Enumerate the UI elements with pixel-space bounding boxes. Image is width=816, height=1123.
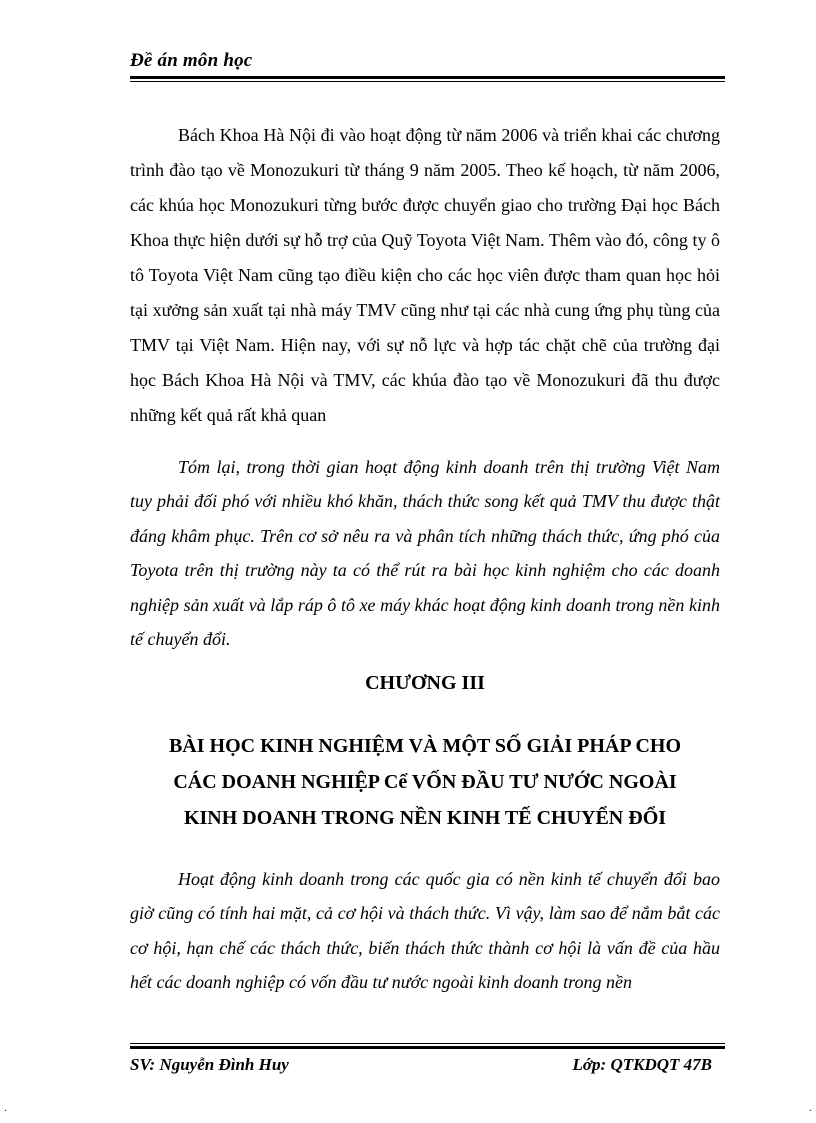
chapter-label: CHƯƠNG III — [365, 672, 485, 694]
footer-student-name: SV: Nguyễn Đình Huy — [130, 1055, 289, 1074]
paragraph-monozukuri: Bách Khoa Hà Nội đi vào hoạt động từ năm 2006 và triển khai các chương trình đào tạo về Monozukuri từ tháng 9 năm 2005. Theo kế hoạch, từ năm 2006, các khúa học Monozukuri từng bước được chuyển giao cho trường Đại học Bách Khoa thực hiện dưới sự hỗ trợ của Quỹ Toyota Việt Nam. Thêm vào đó, công ty ô tô Toyota Việt Nam cũng tạo điều kiện cho các học viên được tham quan học hỏi tại xưởng sản xuất tại nhà máy TMV cũng như tại các nhà cung ứng phụ tùng của TMV tại Việt Nam. Hiện nay, với sự nỗ lực và hợp tác chặt chẽ của trường đại học Bách Khoa Hà Nội và TMV, các khúa đào tạo về Monozukuri đã thu được những kết quả rất khả quan — [130, 125, 720, 425]
page-header-title: Đề án môn học — [130, 50, 253, 71]
paragraph-intro-chapter-3: Hoạt động kinh doanh trong các quốc gia có nền kinh tế chuyển đổi bao giờ cũng có tính hai mặt, cả cơ hội và thách thức. Vì vậy, làm sao để nắm bắt các cơ hội, hạn chế các thách thức, biến thách thức thành cơ hội là vấn đề của hầu hết các doanh nghiệp có vốn đầu tư nước ngoài kinh doanh trong nền — [130, 869, 720, 993]
footer-class-label: Lớp: QTKDQT 47B — [572, 1055, 712, 1074]
chapter-title-line-1: BÀI HỌC KINH NGHIỆM VÀ MỘT SỐ GIẢI PHÁP CHO — [168, 735, 682, 757]
header-divider-thin — [130, 81, 725, 82]
chapter-title-line-2: CÁC DOANH NGHIỆP Cể VỐN ĐẦU TƯ NƯỚC NGOÀI — [173, 771, 677, 793]
footer-divider-thin — [130, 1043, 725, 1044]
footer-divider-thick — [130, 1046, 725, 1049]
chapter-title-line-3: KINH DOANH TRONG NỀN KINH TẾ CHUYỂN ĐỔI — [183, 807, 667, 829]
header-divider-thick — [130, 76, 725, 79]
corner-mark-right: · — [808, 1106, 812, 1117]
chapter-title — [130, 728, 720, 836]
paragraph-summary: Tóm lại, trong thời gian hoạt động kinh doanh trên thị trường Việt Nam tuy phải đối phó với nhiều khó khăn, thách thức song kết quả TMV thu được thật đáng khâm phục. Trên cơ sở nêu ra và phân tích những thách thức, ứng phó của Toyota trên thị trường này ta có thể rút ra bài học kinh nghiệm cho các doanh nghiệp sản xuất và lắp ráp ô tô xe máy khác hoạt động kinh doanh trong nền kinh tế chuyển đổi. — [130, 457, 720, 650]
corner-mark-left: · — [4, 1106, 8, 1117]
